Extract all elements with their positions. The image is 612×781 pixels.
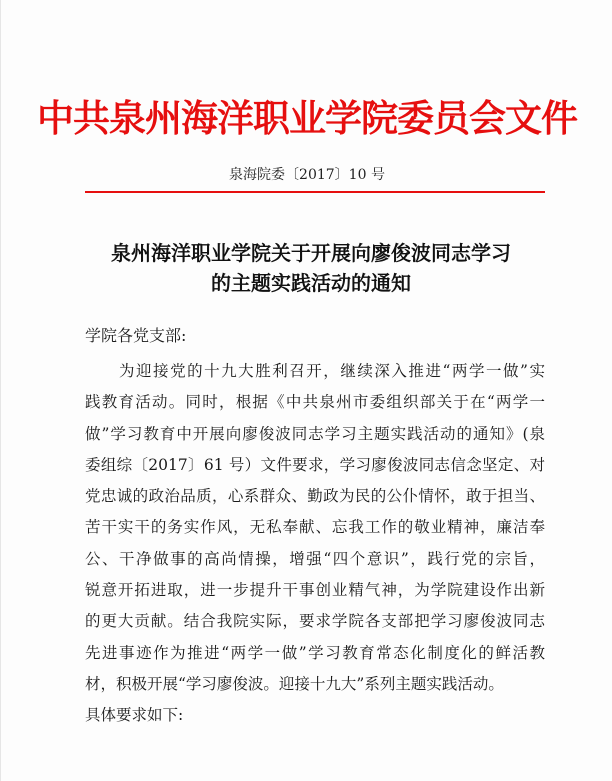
red-divider-line <box>85 191 545 193</box>
body-line: 材，积极开展“学习廖俊波。迎接十九大”系列主题实践活动。 <box>85 674 504 693</box>
body-line: 苦干实干的务实作风，无私奉献、忘我工作的敬业精神，廉洁奉 <box>85 518 545 537</box>
body-line: 具体要求如下: <box>85 706 184 725</box>
body-line: 为迎接党的十九大胜利召开，继续深入推进“两学一做”实 <box>119 362 545 380</box>
masthead-title: 中共泉州海洋职业学院委员会文件 <box>37 96 577 140</box>
notice-title <box>61 238 561 298</box>
title-line: 泉州海洋职业学院关于开展向廖俊波同志学习 <box>111 241 511 265</box>
title-line: 的主题实践活动的通知 <box>211 271 411 295</box>
body-line: 做”学习教育中开展向廖俊波同志学习主题实践活动的通知》(泉 <box>85 424 545 443</box>
salutation: 学院各党支部: <box>85 326 187 345</box>
body-line: 先进事迹作为推进“两学一做”学习教育常态化制度化的鲜活教 <box>85 643 545 662</box>
body-paragraph <box>85 356 545 732</box>
body-line: 锐意开拓进取，进一步提升干事创业精气神，为学院建设作出新 <box>85 581 545 600</box>
body-line: 的更大贡献。结合我院实际，要求学院各支部把学习廖俊波同志 <box>85 612 545 631</box>
body-line: 公、干净做事的高尚情操，增强“四个意识”，践行党的宗旨， <box>85 549 545 568</box>
body-line: 党忠诚的政治品质，心系群众、勤政为民的公仆情怀，敢于担当、 <box>85 487 545 506</box>
body-line: 委组综〔2017〕61 号）文件要求，学习廖俊波同志信念坚定、对 <box>85 455 545 474</box>
body-line: 践教育活动。同时，根据《中共泉州市委组织部关于在“两学一 <box>85 393 545 412</box>
document-number: 泉海院委〔2017〕10 号 <box>229 167 385 183</box>
